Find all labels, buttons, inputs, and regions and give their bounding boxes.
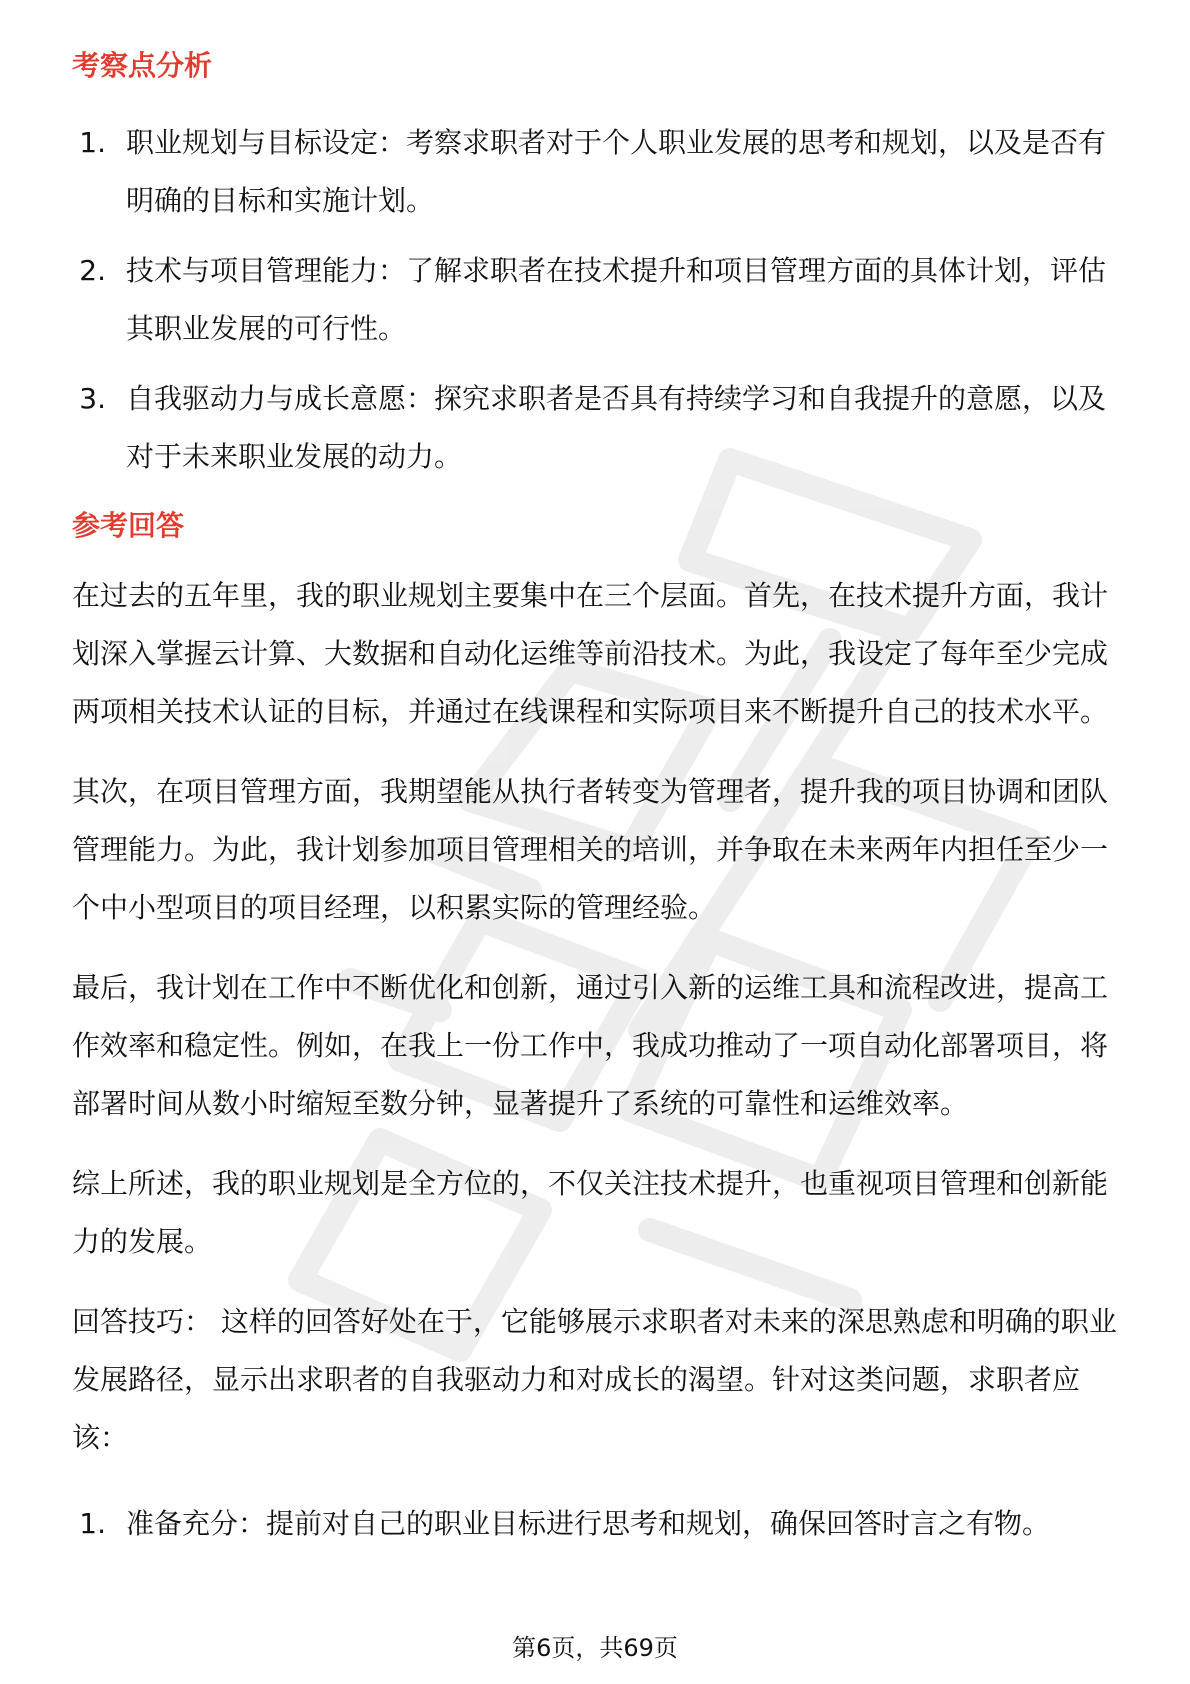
answer-tip-paragraph: 回答技巧： 这样的回答好处在于，它能够展示求职者对未来的深思熟虑和明确的职业发展路径，显示出求职者的自我驱动力和对成长的渴望。针对这类问题，求职者应该：	[72, 1304, 1117, 1454]
list-text: 准备充分：提前对自己的职业目标进行思考和规划，确保回答时言之有物。	[126, 1506, 1051, 1540]
answer-paragraph: 其次，在项目管理方面，我期望能从执行者转变为管理者，提升我的项目协调和团队管理能力。为此，我计划参加项目管理相关的培训，并争取在未来两年内担任至少一个中小型项目的项目经理，以积累实际的管理经验。	[72, 774, 1109, 924]
list-number: 1.	[79, 1506, 106, 1540]
list-text: 职业规划与目标设定：考察求职者对于个人职业发展的思考和规划，以及是否有明确的目标和实施计划。	[126, 126, 1107, 218]
list-number: 1.	[79, 126, 106, 160]
answer-paragraph: 在过去的五年里，我的职业规划主要集中在三个层面。首先，在技术提升方面，我计划深入掌握云计算、大数据和自动化运维等前沿技术。为此，我设定了每年至少完成两项相关技术认证的目标，并通过在线课程和实际项目来不断提升自己的技术水平。	[72, 578, 1109, 728]
list-number: 3.	[79, 382, 106, 416]
list-number: 2.	[79, 254, 106, 288]
list-item	[72, 1495, 1118, 1553]
list-text: 自我驱动力与成长意愿：探究求职者是否具有持续学习和自我提升的意愿，以及对于未来职业发展的动力。	[126, 382, 1107, 474]
analysis-list	[72, 114, 1118, 486]
page-footer: 第6页，共69页	[512, 1634, 678, 1662]
section-title-analysis: 考察点分析	[72, 49, 213, 82]
list-item	[72, 114, 1118, 230]
content-column	[72, 48, 1118, 1553]
section-title-reference-answer: 参考回答	[72, 509, 185, 543]
answer-paragraph: 综上所述，我的职业规划是全方位的，不仅关注技术提升，也重视项目管理和创新能力的发展。	[72, 1166, 1109, 1258]
list-item	[72, 370, 1118, 486]
list-item	[72, 242, 1118, 358]
list-text: 技术与项目管理能力：了解求职者在技术提升和项目管理方面的具体计划，评估其职业发展的可行性。	[126, 254, 1107, 346]
answer-paragraph: 最后，我计划在工作中不断优化和创新，通过引入新的运维工具和流程改进，提高工作效率和稳定性。例如，在我上一份工作中，我成功推动了一项自动化部署项目，将部署时间从数小时缩短至数分钟，显著提升了系统的可靠性和运维效率。	[72, 970, 1109, 1120]
tips-list	[72, 1495, 1118, 1553]
